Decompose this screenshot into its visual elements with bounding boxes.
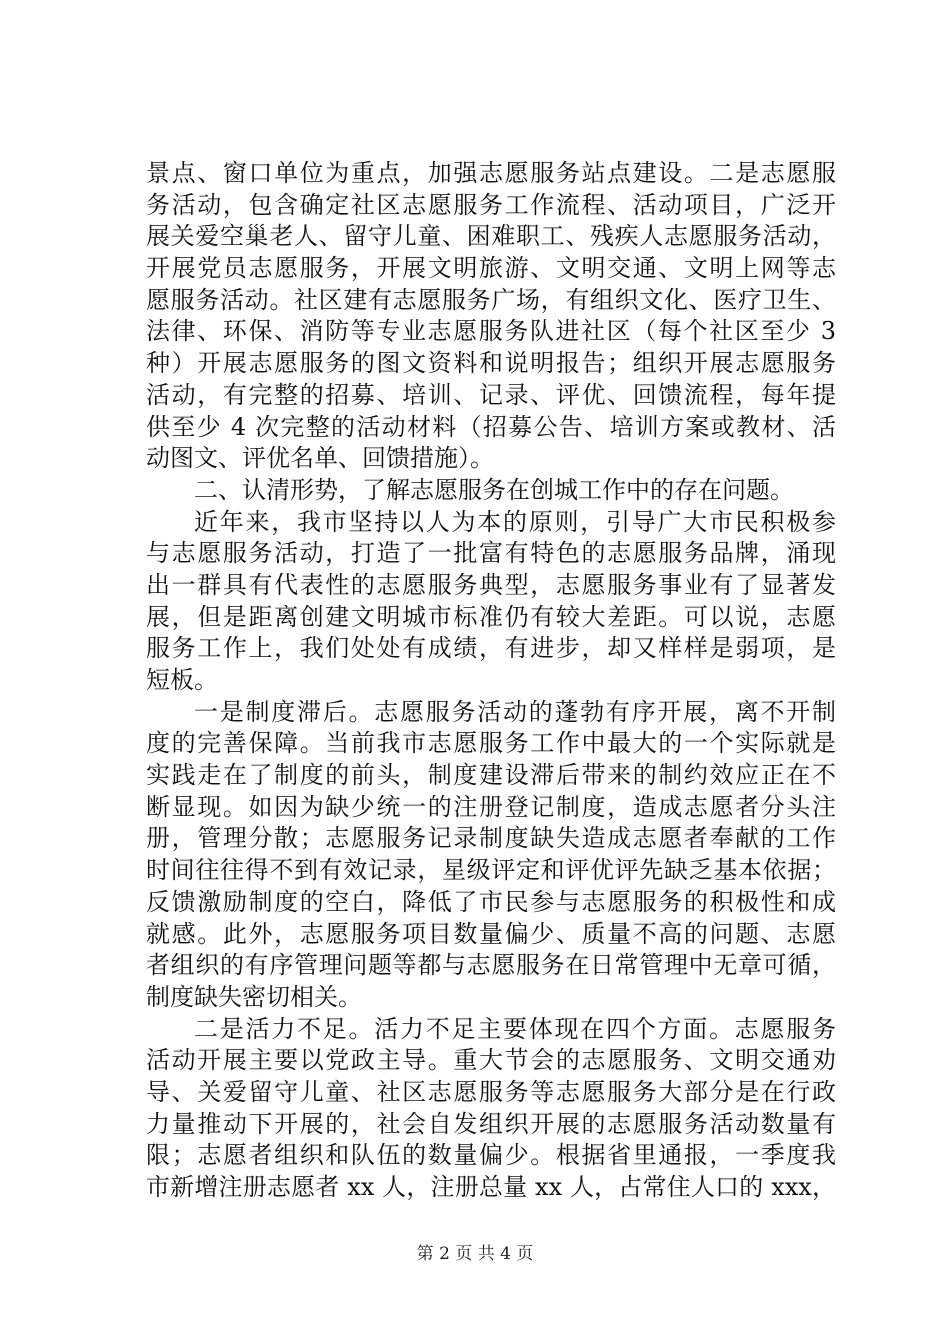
text-line: 限；志愿者组织和队伍的数量偏少。根据省里通报，一季度我 xyxy=(146,1141,836,1170)
text-line: 度的完善保障。当前我市志愿服务工作中最大的一个实际就是 xyxy=(146,729,836,758)
text-line: 供至少 4 次完整的活动材料（招募公告、培训方案或教材、活 xyxy=(146,412,836,441)
text-line: 册，管理分散；志愿服务记录制度缺失造成志愿者奉献的工作 xyxy=(146,824,836,853)
text-line: 二、认清形势，了解志愿服务在创城工作中的存在问题。 xyxy=(194,475,794,504)
text-line: 展，但是距离创建文明城市标准仍有较大差距。可以说，志愿 xyxy=(146,602,836,631)
text-line: 务活动，包含确定社区志愿服务工作流程、活动项目，广泛开 xyxy=(146,190,836,219)
text-line: 服务工作上，我们处处有成绩，有进步，却又样样是弱项，是 xyxy=(146,634,836,663)
text-line: 动图文、评优名单、回馈措施）。 xyxy=(146,444,494,473)
text-line: 实践走在了制度的前头，制度建设滞后带来的制约效应正在不 xyxy=(146,761,836,790)
text-line: 活动，有完整的招募、培训、记录、评优、回馈流程，每年提 xyxy=(146,380,836,409)
document-body xyxy=(146,158,836,1204)
text-line: 者组织的有序管理问题等都与志愿服务在日常管理中无章可循， xyxy=(146,951,836,980)
text-line: 出一群具有代表性的志愿服务典型，志愿服务事业有了显著发 xyxy=(146,570,836,599)
text-line: 制度缺失密切相关。 xyxy=(146,982,362,1011)
text-line: 法律、环保、消防等专业志愿服务队进社区（每个社区至少 3 xyxy=(146,317,836,346)
text-line: 市新增注册志愿者 xx 人，注册总量 xx 人，占常住人口的 xxx， xyxy=(146,1173,836,1201)
text-line: 愿服务活动。社区建有志愿服务广场，有组织文化、医疗卫生、 xyxy=(146,285,836,314)
text-line: 反馈激励制度的空白，降低了市民参与志愿服务的积极性和成 xyxy=(146,887,836,916)
text-line: 力量推动下开展的，社会自发组织开展的志愿服务活动数量有 xyxy=(146,1109,836,1138)
text-line: 短板。 xyxy=(146,666,218,694)
text-line: 活动开展主要以党政主导。重大节会的志愿服务、文明交通劝 xyxy=(146,1046,836,1075)
text-line: 开展党员志愿服务，开展文明旅游、文明交通、文明上网等志 xyxy=(146,254,836,283)
text-line: 景点、窗口单位为重点，加强志愿服务站点建设。二是志愿服 xyxy=(146,159,836,187)
text-line: 时间往往得不到有效记录，星级评定和评优评先缺乏基本依据； xyxy=(146,856,836,885)
text-line: 就感。此外，志愿服务项目数量偏少、质量不高的问题、志愿 xyxy=(146,919,836,948)
page-footer: 第 2 页 共 4 页 xyxy=(416,1244,534,1264)
text-line: 一是制度滞后。志愿服务活动的蓬勃有序开展，离不开制 xyxy=(194,697,836,726)
text-line: 与志愿服务活动，打造了一批富有特色的志愿服务品牌，涌现 xyxy=(146,539,836,568)
text-line: 断显现。如因为缺少统一的注册登记制度，造成志愿者分头注 xyxy=(146,792,836,821)
text-line: 二是活力不足。活力不足主要体现在四个方面。志愿服务 xyxy=(194,1014,836,1043)
text-line: 种）开展志愿服务的图文资料和说明报告；组织开展志愿服务 xyxy=(146,349,836,378)
text-line: 展关爱空巢老人、留守儿童、困难职工、残疾人志愿服务活动， xyxy=(146,222,836,251)
text-line: 近年来，我市坚持以人为本的原则，引导广大市民积极参 xyxy=(194,507,836,536)
text-line: 导、关爱留守儿童、社区志愿服务等志愿服务大部分是在行政 xyxy=(146,1077,836,1106)
